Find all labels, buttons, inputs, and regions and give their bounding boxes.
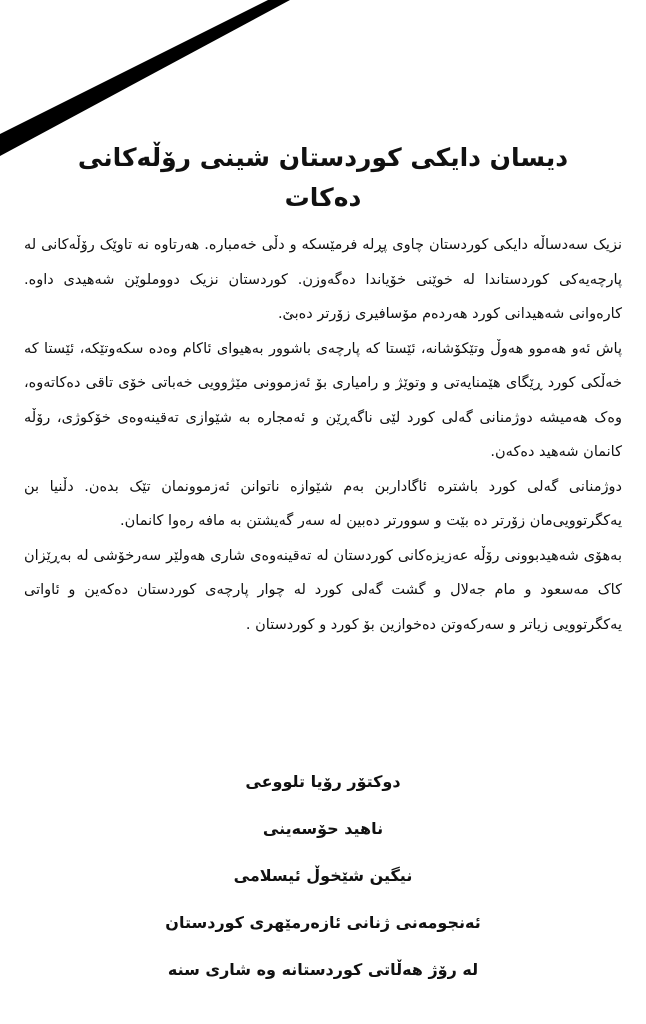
paragraph: دوژمنانی گەلی کورد باشترە ئاگاداربن بەم شێوازە ناتوانن ئەزموونمان تێک بدەن. دڵنیا بن یەکگرتوویی‌مان زۆرتر دە بێت و سوورتر دەبین لە سەر گەیشتن بە مافە رەوا کانمان.	[24, 478, 622, 529]
signature-name: ناهید حۆسەینی	[262, 819, 384, 838]
document-title: دیسان دایکی کوردستان شینی رۆڵەکانی دەکات	[77, 143, 569, 212]
signature-name: نیگین شێخوڵ ئیسلامی	[233, 866, 413, 885]
mourning-ribbon-band	[0, 0, 290, 156]
paragraph: بەهۆی شەهیدبوونی رۆڵە عەزیزەکانی کوردستان لە تەقینەوەی شاری هەولێر سەرخۆشی لە بەڕێزان کاک مەسعود و مام جەلال و گشت گەلی کورد لە چوار پارچەی کوردستان دەکەین و ئاواتی یەکگرتوویی زیاتر و سەرکەوتن دەخوازین بۆ کورد و کوردستان .	[24, 547, 622, 633]
signature-name: دوکتۆر رۆیا تلووعی	[245, 772, 401, 791]
signature-location: لە رۆژ هەڵاتی کوردستانە وە شاری سنە	[167, 960, 479, 979]
paragraph: نزیک سەدساڵە دایکی کوردستان چاوی پڕلە فرمێسکە و دڵی خەمبارە. هەرتاوە نە تاوێک رۆڵەکانی لە پارچەیەکی کوردستاندا لە خوێنی خۆیاندا دەگەوزن. کوردستان نزیک دووملوێن شەهیدی داوە. کارەوانی شەهیدانی کورد هەردەم مۆسافیری زۆرتر دەبێ.	[24, 237, 622, 322]
signature-block	[40, 758, 606, 993]
body-text	[24, 228, 622, 642]
paragraph: پاش ئەو هەموو هەوڵ وتێکۆشانە، ئێستا کە پارچەی باشوور بەهیوای ئاکام وەدە سکەوتێکە، ئێستا کە خەڵکی کورد ڕێگای هێمنایەتی و وتوێژ و رامیاری بۆ ئەزموونی مێژوویی خەباتی خۆی تاقی دەکاتەوە، وەک هەمیشە دوژمنانی گەلی کورد لێی ناگەڕێن و ئەمجارە بە شێوازی تەقینەوەی خۆکوژی، رۆڵە کانمان شەهید دەکەن.	[24, 340, 622, 460]
signature-organization: ئەنجومەنی ژنانی ئازەرمێهری کوردستان	[165, 913, 481, 932]
